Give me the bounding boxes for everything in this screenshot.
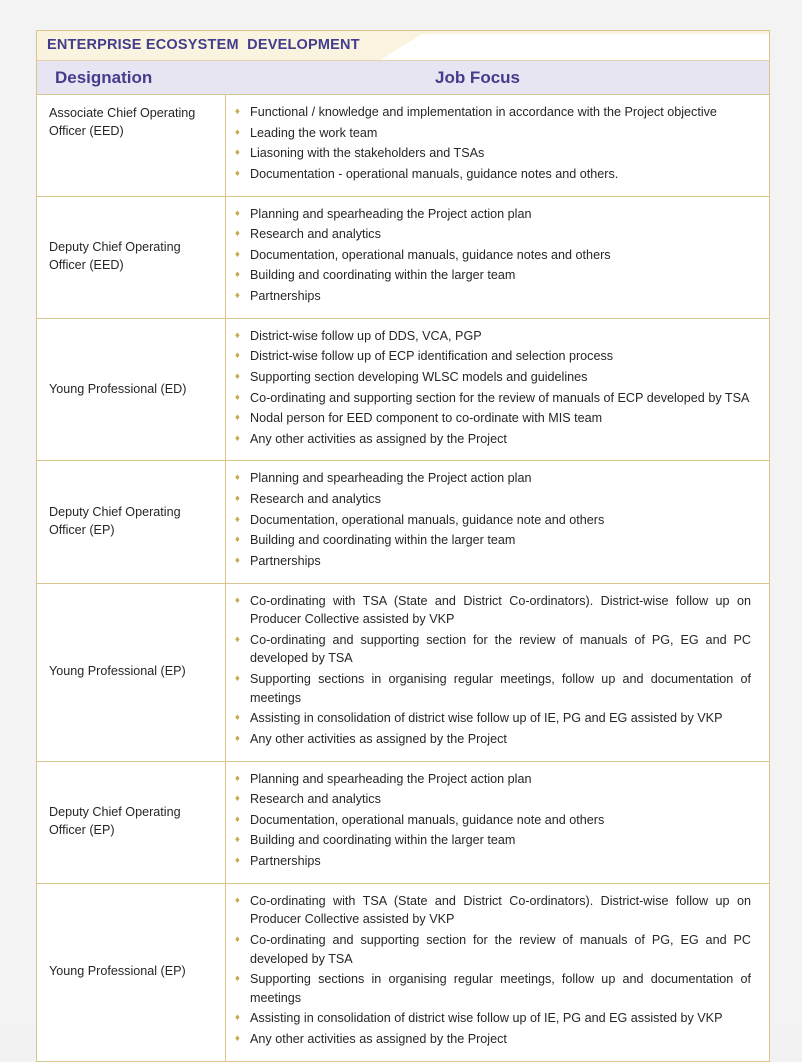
job-focus-item [234,1030,751,1049]
job-focus-item-label: District-wise follow up of DDS, VCA, PGP [250,328,482,343]
job-focus-item-label: Documentation, operational manuals, guidance notes and others [250,247,611,262]
diamond-bullet-icon: ♦ [235,673,240,684]
job-focus-item [234,552,751,571]
cell-job-focus [226,884,769,1061]
table-header-row [37,60,769,94]
job-focus-item-label: Documentation, operational manuals, guidance note and others [250,812,605,827]
table-row [37,761,769,883]
job-focus-item [234,205,751,224]
table-row [37,196,769,318]
diamond-bullet-icon: ♦ [235,329,240,341]
diamond-bullet-icon: ♦ [235,1033,240,1044]
table-row [37,94,769,196]
table-row [37,583,769,761]
cell-designation: Deputy Chief Operating Officer (EP) [37,762,226,883]
diamond-bullet-icon: ♦ [235,391,240,403]
job-focus-item-label: Research and analytics [250,227,381,242]
cell-designation: Young Professional (EP) [37,584,226,761]
job-focus-item [234,770,751,789]
job-focus-item-label: Leading the work team [250,125,378,140]
diamond-bullet-icon: ♦ [235,207,240,219]
job-focus-item [234,368,751,387]
diamond-bullet-icon: ♦ [235,894,240,906]
job-focus-item-label: Partnerships [250,854,321,868]
diamond-bullet-icon: ♦ [235,248,240,260]
job-focus-item [234,144,751,163]
diamond-bullet-icon: ♦ [235,534,240,546]
cell-job-focus [226,461,769,582]
job-focus-item [234,165,751,184]
diamond-bullet-icon: ♦ [235,513,240,525]
job-focus-item [234,790,751,809]
cell-job-focus [226,762,769,883]
table-row [37,318,769,461]
job-focus-item [234,670,751,707]
diamond-bullet-icon: ♦ [235,732,240,744]
cell-job-focus [226,197,769,318]
cell-designation: Deputy Chief Operating Officer (EED) [37,197,226,318]
cell-job-focus [226,584,769,761]
job-focus-item [234,511,751,530]
diamond-bullet-icon: ♦ [235,126,240,138]
job-focus-list [234,103,751,184]
job-focus-list [234,469,751,570]
job-focus-item-label: Supporting sections in organising regular meetings, follow up and documentation of meetings [250,972,751,1005]
job-focus-list [234,892,751,1049]
job-focus-item [234,287,751,306]
job-focus-item-label: Co-ordinating with TSA (State and District Co-ordinators). District-wise follow up on Producer Collective assisted by VKP [250,893,751,927]
diamond-bullet-icon: ♦ [235,834,240,846]
job-focus-item-label: Nodal person for EED component to co-ordinate with MIS team [250,411,603,426]
job-focus-item [234,327,751,346]
job-focus-item-label: District-wise follow up of ECP identification and selection process [250,349,614,364]
job-focus-item [234,469,751,488]
job-focus-item [234,592,751,629]
job-focus-item-label: Co-ordinating with TSA (State and District Co-ordinators). District-wise follow up on Producer Collective assisted by VKP [250,593,751,627]
table-title-banner [37,31,769,60]
job-focus-item-label: Research and analytics [250,792,381,807]
job-focus-item [234,409,751,428]
job-focus-item-label: Partnerships [250,289,321,303]
diamond-bullet-icon: ♦ [235,106,240,117]
job-focus-item [234,931,751,968]
diamond-bullet-icon: ♦ [235,228,240,240]
job-focus-item [234,490,751,509]
job-focus-item-label: Supporting section developing WLSC models and guidelines [250,369,588,384]
job-focus-item [234,389,751,408]
diamond-bullet-icon: ♦ [235,412,240,424]
diamond-bullet-icon: ♦ [235,594,240,606]
column-header-job-focus: Job Focus [434,67,520,87]
job-focus-item-label: Co-ordinating and supporting section for the review of manuals of ECP developed by TSA [250,390,750,405]
job-focus-item [234,124,751,143]
cell-designation: Associate Chief Operating Officer (EED) [37,95,226,196]
job-focus-item [234,347,751,366]
job-focus-item [234,852,751,871]
job-focus-item-label: Co-ordinating and supporting section for the review of manuals of PG, EG and PC developed by TSA [250,632,751,666]
job-focus-item [234,970,751,1007]
diamond-bullet-icon: ♦ [235,855,240,866]
diamond-bullet-icon: ♦ [235,493,240,504]
diamond-bullet-icon: ♦ [235,147,240,159]
job-focus-item-label: Co-ordinating and supporting section for the review of manuals of PG, EG and PC developed by TSA [250,932,751,966]
table-row [37,883,769,1061]
diamond-bullet-icon: ♦ [235,712,240,724]
diamond-bullet-icon: ♦ [235,973,240,985]
cell-job-focus [226,95,769,196]
job-focus-item [234,892,751,929]
job-focus-item-label: Documentation - operational manuals, guidance notes and others. [250,166,619,181]
job-focus-item-label: Planning and spearheading the Project action plan [250,771,532,786]
job-focus-list [234,327,751,449]
roles-responsibilities-table [36,30,770,1062]
table-title: ENTERPRISE ECOSYSTEM DEVELOPMENT [47,37,360,53]
job-focus-item-label: Assisting in consolidation of district wise follow up of IE, PG and EG assisted by VKP [250,711,723,726]
job-focus-list [234,592,751,749]
diamond-bullet-icon: ♦ [235,350,240,362]
job-focus-item [234,631,751,668]
cell-designation: Young Professional (EP) [37,884,226,1061]
job-focus-list [234,205,751,306]
diamond-bullet-icon: ♦ [235,269,240,281]
diamond-bullet-icon: ♦ [235,167,240,179]
job-focus-item [234,811,751,830]
job-focus-item-label: Any other activities as assigned by the Project [250,731,507,746]
diamond-bullet-icon: ♦ [235,554,240,566]
table-body [37,94,769,1061]
job-focus-item [234,531,751,550]
table-row [37,460,769,582]
job-focus-item-label: Any other activities as assigned by the Project [250,1032,507,1046]
job-focus-item-label: Research and analytics [250,492,381,506]
job-focus-item [234,266,751,285]
job-focus-item [234,246,751,265]
diamond-bullet-icon: ♦ [235,933,240,945]
diamond-bullet-icon: ♦ [235,813,240,825]
job-focus-item-label: Partnerships [250,553,321,568]
column-header-designation: Designation [55,67,153,87]
job-focus-item [234,1009,751,1028]
job-focus-item [234,730,751,749]
diamond-bullet-icon: ♦ [235,772,240,784]
diamond-bullet-icon: ♦ [235,633,240,645]
diamond-bullet-icon: ♦ [235,472,240,484]
job-focus-item [234,103,751,122]
job-focus-item-label: Building and coordinating within the larger team [250,268,516,283]
cell-job-focus [226,319,769,461]
job-focus-item-label: Building and coordinating within the larger team [250,833,516,848]
job-focus-item-label: Assisting in consolidation of district wise follow up of IE, PG and EG assisted by VKP [250,1011,723,1026]
job-focus-item-label: Any other activities as assigned by the Project [250,431,507,446]
diamond-bullet-icon: ♦ [235,1012,240,1024]
job-focus-item-label: Functional / knowledge and implementation in accordance with the Project objective [250,105,717,119]
job-focus-item [234,430,751,449]
diamond-bullet-icon: ♦ [235,432,240,444]
job-focus-item-label: Documentation, operational manuals, guidance note and others [250,512,605,527]
cell-designation: Young Professional (ED) [37,319,226,461]
job-focus-item-label: Planning and spearheading the Project action plan [250,206,532,221]
job-focus-item-label: Liasoning with the stakeholders and TSAs [250,146,485,161]
job-focus-item-label: Supporting sections in organising regular meetings, follow up and documentation of meetings [250,672,751,705]
cell-designation: Deputy Chief Operating Officer (EP) [37,461,226,582]
job-focus-item [234,225,751,244]
diamond-bullet-icon: ♦ [235,370,240,382]
job-focus-item-label: Planning and spearheading the Project action plan [250,471,532,486]
job-focus-item [234,831,751,850]
diamond-bullet-icon: ♦ [235,793,240,805]
job-focus-item-label: Building and coordinating within the larger team [250,533,516,548]
diamond-bullet-icon: ♦ [235,290,240,301]
job-focus-list [234,770,751,871]
job-focus-item [234,709,751,728]
